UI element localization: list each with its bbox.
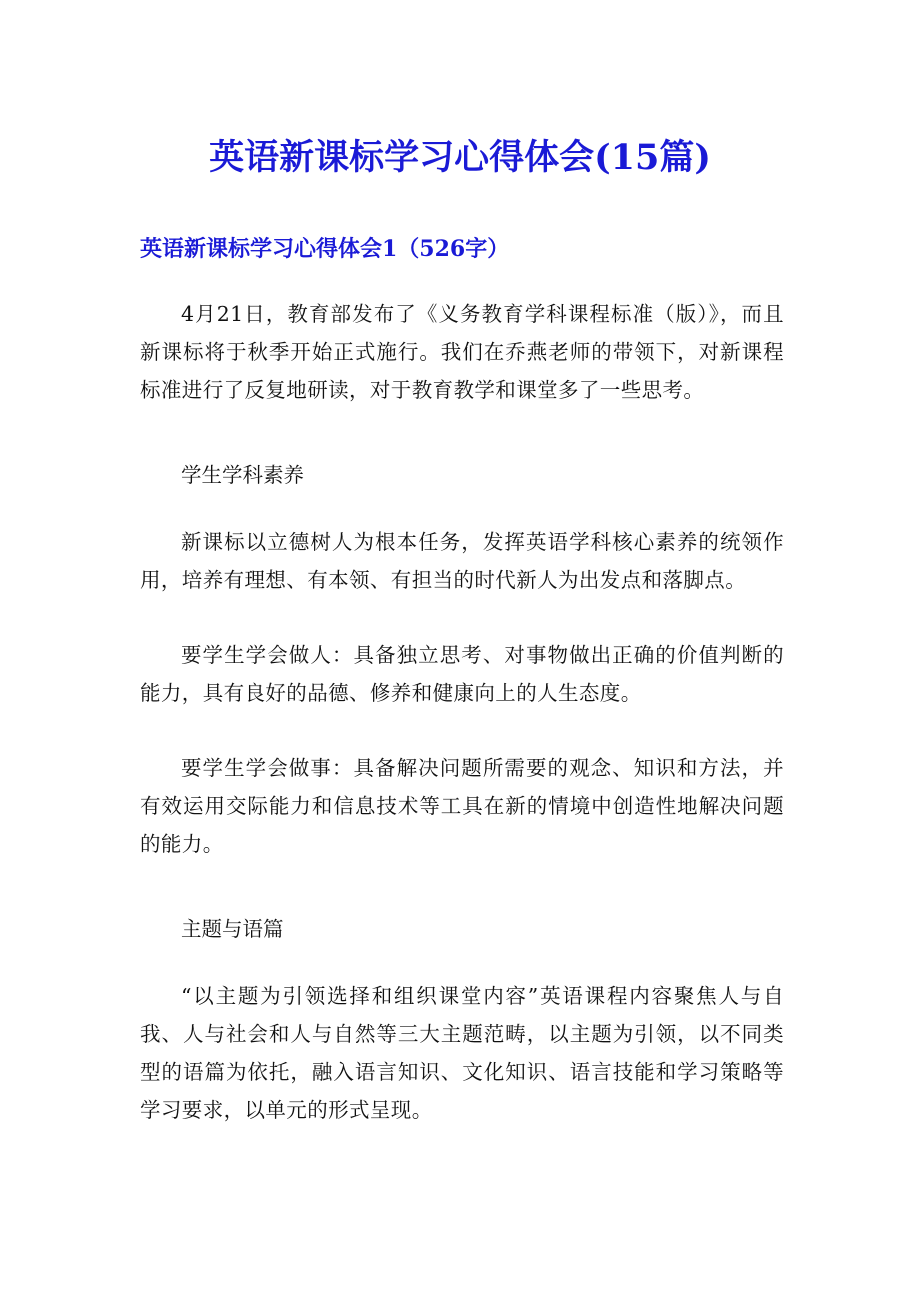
paragraph-core-literacy: 新课标以立德树人为根本任务，发挥英语学科核心素养的统领作用，培养有理想、有本领、有担当的时代新人为出发点和落脚点。 — [140, 530, 784, 592]
subheading-student-literacy: 学生学科素养 — [181, 463, 304, 487]
subheading-theme-and-text: 主题与语篇 — [181, 917, 284, 941]
section-heading: 英语新课标学习心得体会1（526字） — [140, 236, 510, 262]
paragraph-learn-to-be: 要学生学会做人：具备独立思考、对事物做出正确的价值判断的能力，具有良好的品德、修养和健康向上的人生态度。 — [140, 643, 784, 705]
document-title: 英语新课标学习心得体会(15篇) — [209, 137, 711, 178]
paragraph-theme-guidance: “以主题为引领选择和组织课堂内容”英语课程内容聚焦人与自我、人与社会和人与自然等三大主题范畴，以主题为引领，以不同类型的语篇为依托，融入语言知识、文化知识、语言技能和学习策略等学习要求，以单元的形式呈现。 — [140, 984, 784, 1122]
paragraph-intro: 4月21日，教育部发布了《义务教育学科课程标准（版）》，而且新课标将于秋季开始正式施行。我们在乔燕老师的带领下，对新课程标准进行了反复地研读，对于教育教学和课堂多了一些思考。 — [140, 302, 784, 402]
paragraph-learn-to-do: 要学生学会做事：具备解决问题所需要的观念、知识和方法，并有效运用交际能力和信息技术等工具在新的情境中创造性地解决问题的能力。 — [140, 756, 784, 856]
